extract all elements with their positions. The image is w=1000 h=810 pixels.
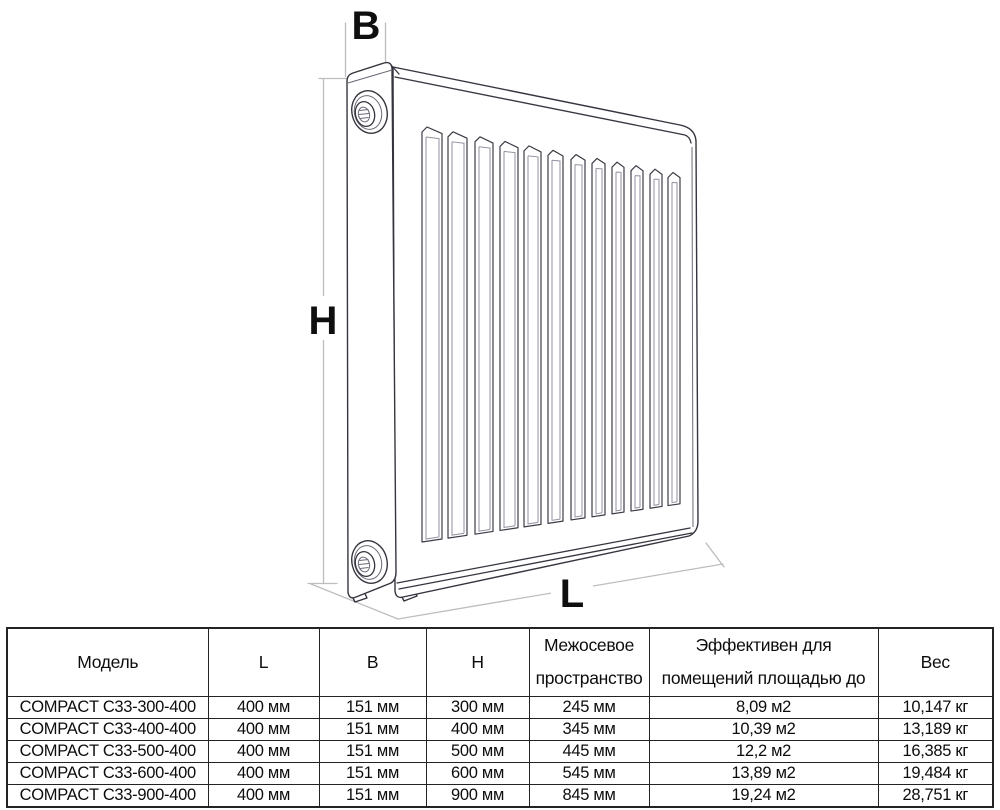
spec-table-body	[7, 696, 993, 807]
dim-label-l: L	[559, 572, 585, 616]
col-header-effective-area: Эффективен для помещений площадью до	[649, 628, 878, 696]
col-header-h: H	[426, 628, 529, 696]
dim-l-right-extension	[706, 543, 724, 567]
cell-model: COMPACT C33-900-400	[7, 784, 208, 807]
cell-axial: 845 мм	[529, 784, 649, 807]
cell-area: 19,24 м2	[649, 784, 878, 807]
cell-l: 400 мм	[208, 718, 319, 740]
cell-b: 151 мм	[319, 784, 426, 807]
spec-table-header	[7, 628, 993, 696]
header-row	[7, 628, 993, 696]
cell-h: 500 мм	[426, 740, 529, 762]
radiator-fin	[668, 173, 680, 506]
cell-axial: 245 мм	[529, 696, 649, 718]
cell-axial: 445 мм	[529, 740, 649, 762]
cell-b: 151 мм	[319, 762, 426, 784]
cell-area: 13,89 м2	[649, 762, 878, 784]
cell-weight: 19,484 кг	[878, 762, 993, 784]
table-row	[7, 784, 993, 807]
cell-weight: 16,385 кг	[878, 740, 993, 762]
cell-model: COMPACT C33-300-400	[7, 696, 208, 718]
radiator-fins	[422, 127, 680, 542]
cell-area: 10,39 м2	[649, 718, 878, 740]
cell-l: 400 мм	[208, 762, 319, 784]
cell-axial: 345 мм	[529, 718, 649, 740]
cell-h: 900 мм	[426, 784, 529, 807]
radiator-side-panel	[347, 63, 396, 598]
col-header-weight: Вес	[878, 628, 993, 696]
cell-b: 151 мм	[319, 696, 426, 718]
col-header-model: Модель	[7, 628, 208, 696]
spec-table	[6, 627, 994, 808]
cell-l: 400 мм	[208, 784, 319, 807]
dim-label-b: B	[351, 4, 381, 48]
cell-l: 400 мм	[208, 696, 319, 718]
radiator-fin	[612, 162, 624, 514]
cell-model: COMPACT C33-400-400	[7, 718, 208, 740]
cell-area: 8,09 м2	[649, 696, 878, 718]
cell-b: 151 мм	[319, 740, 426, 762]
cell-h: 300 мм	[426, 696, 529, 718]
table-row	[7, 740, 993, 762]
radiator-body	[347, 63, 698, 602]
radiator-fin	[592, 158, 605, 516]
table-row	[7, 762, 993, 784]
radiator-fin	[650, 169, 662, 508]
cell-weight: 10,147 кг	[878, 696, 993, 718]
cell-axial: 545 мм	[529, 762, 649, 784]
cell-model: COMPACT C33-600-400	[7, 762, 208, 784]
dim-label-h: H	[308, 299, 338, 343]
col-header-l: L	[208, 628, 319, 696]
cell-b: 151 мм	[319, 718, 426, 740]
col-header-b: B	[319, 628, 426, 696]
radiator-fin	[548, 150, 563, 523]
cell-weight: 13,189 кг	[878, 718, 993, 740]
cell-weight: 28,751 кг	[878, 784, 993, 807]
cell-h: 600 мм	[426, 762, 529, 784]
cell-area: 12,2 м2	[649, 740, 878, 762]
table-row	[7, 696, 993, 718]
radiator-fin	[631, 166, 643, 511]
cell-model: COMPACT C33-500-400	[7, 740, 208, 762]
cell-l: 400 мм	[208, 740, 319, 762]
cell-h: 400 мм	[426, 718, 529, 740]
col-header-axial-distance: Межосевое пространство	[529, 628, 649, 696]
table-row	[7, 718, 993, 740]
radiator-fin	[571, 155, 585, 520]
